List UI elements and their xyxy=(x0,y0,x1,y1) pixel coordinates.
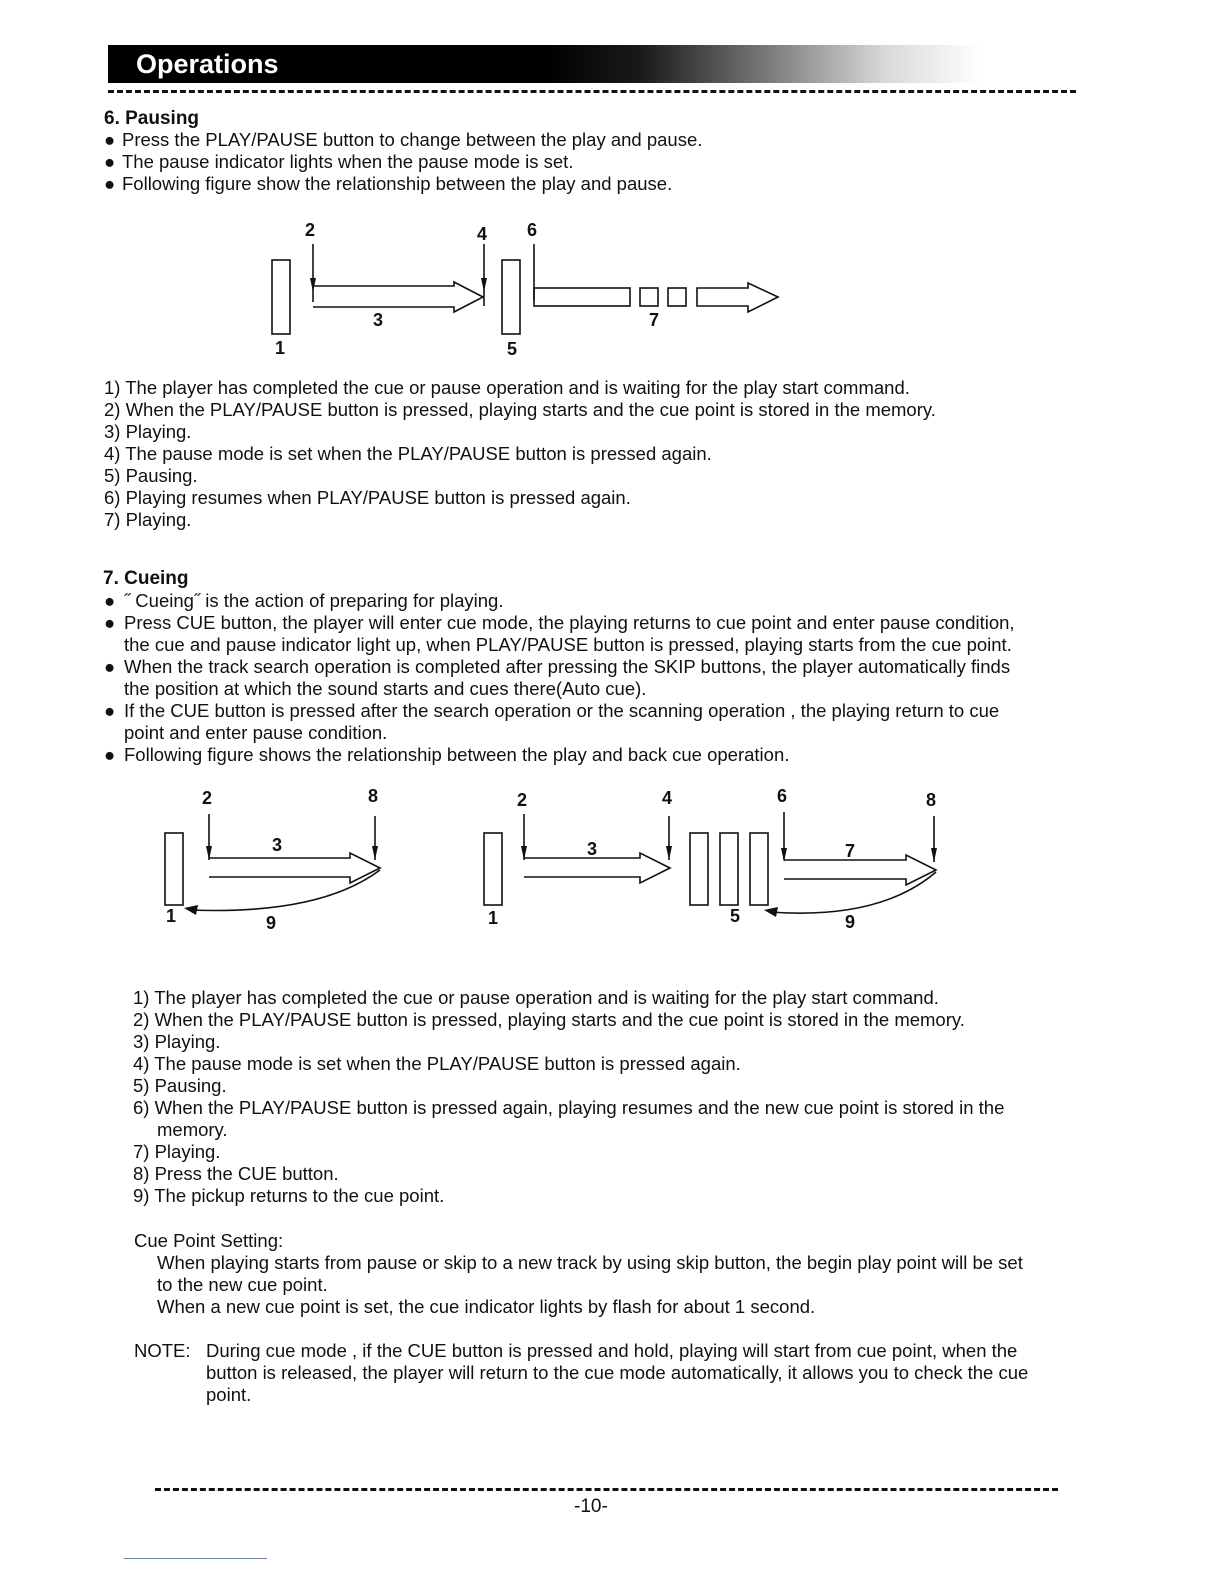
diagram-label: 2 xyxy=(305,220,316,240)
page-number: -10- xyxy=(574,1496,608,1517)
diagram-block xyxy=(690,833,708,905)
diagram-label: 2 xyxy=(202,788,213,808)
section-heading-cueing: 7. Cueing xyxy=(103,568,189,589)
pausing-step: 1) The player has completed the cue or pause operation and is waiting for the play start command. xyxy=(104,377,910,398)
diagram-label: 1 xyxy=(275,338,286,358)
note-line: button is released, the player will return to the cue mode automatically, it allows you to check the cue xyxy=(206,1362,1029,1383)
diagram-arrowhead xyxy=(184,905,198,915)
diagram-label: 5 xyxy=(507,339,518,359)
note-line: point. xyxy=(206,1384,252,1405)
diagram-label: 3 xyxy=(587,839,598,859)
cueing-bullet-text: If the CUE button is pressed after the search operation or the scanning operation , the playing return to cue xyxy=(124,700,1000,721)
cueing-bullet-text: the cue and pause indicator light up, when PLAY/PAUSE button is pressed, playing starts from the cue point. xyxy=(124,634,1012,655)
diagram-label: 6 xyxy=(777,786,788,806)
diagram-label: 4 xyxy=(662,788,673,808)
bullet-icon: ● xyxy=(104,590,116,611)
diagram-arrowhead xyxy=(764,907,778,917)
cueing-step: 7) Playing. xyxy=(133,1141,221,1162)
diagram-label: 5 xyxy=(730,906,741,926)
cue-point-setting-line: When a new cue point is set, the cue indicator lights by flash for about 1 second. xyxy=(157,1296,816,1317)
cueing-step: 4) The pause mode is set when the PLAY/PAUSE button is pressed again. xyxy=(133,1053,741,1074)
diagram-block xyxy=(165,833,183,905)
cueing-bullet-text: the position at which the sound starts and cues there(Auto cue). xyxy=(124,678,647,699)
diagram-label: 1 xyxy=(488,908,499,928)
cueing-bullet-text: Press CUE button, the player will enter cue mode, the playing returns to cue point and enter pause condition, xyxy=(124,612,1015,633)
diagram-label: 3 xyxy=(373,310,384,330)
pausing-step: 7) Playing. xyxy=(104,509,192,530)
diagram-block xyxy=(750,833,768,905)
diagram-label: 1 xyxy=(166,906,177,926)
pausing-bullet-text: Following figure show the relationship between the play and pause. xyxy=(122,173,673,194)
diagram-block xyxy=(484,833,502,905)
cueing-step: 8) Press the CUE button. xyxy=(133,1163,339,1184)
edge-line xyxy=(124,1558,267,1559)
note-line: During cue mode , if the CUE button is pressed and hold, playing will start from cue point, when the xyxy=(206,1340,1018,1361)
cueing-bullet-text: Following figure shows the relationship between the play and back cue operation. xyxy=(124,744,790,765)
bullet-icon: ● xyxy=(104,700,116,721)
pausing-bullet-text: The pause indicator lights when the pause mode is set. xyxy=(122,151,574,172)
cueing-step: 3) Playing. xyxy=(133,1031,221,1052)
bullet-icon: ● xyxy=(104,173,116,194)
cueing-step: 5) Pausing. xyxy=(133,1075,227,1096)
diagram-arrowhead xyxy=(666,846,672,860)
page-title: Operations xyxy=(136,49,279,79)
cueing-step: 9) The pickup returns to the cue point. xyxy=(133,1185,445,1206)
diagram-label: 8 xyxy=(368,786,379,806)
diagram-arrow xyxy=(209,853,380,883)
diagram-label: 2 xyxy=(517,790,528,810)
cueing-bullet-text: point and enter pause condition. xyxy=(124,722,388,743)
diagram-label: 8 xyxy=(926,790,937,810)
cue-point-setting-title: Cue Point Setting: xyxy=(134,1230,284,1251)
cueing-step: 1) The player has completed the cue or pause operation and is waiting for the play start command. xyxy=(133,987,939,1008)
diagram-arrow xyxy=(784,855,936,885)
diagram-arrowhead xyxy=(931,848,937,862)
bullet-icon: ● xyxy=(104,744,116,765)
cueing-step-continuation: memory. xyxy=(157,1119,228,1140)
bullet-icon: ● xyxy=(104,656,116,677)
diagram-label: 6 xyxy=(527,220,538,240)
pausing-step: 6) Playing resumes when PLAY/PAUSE button is pressed again. xyxy=(104,487,631,508)
diagram-label: 3 xyxy=(272,835,283,855)
cueing-step: 2) When the PLAY/PAUSE button is pressed, playing starts and the cue point is stored in the memory. xyxy=(133,1009,965,1030)
bullet-icon: ● xyxy=(104,151,116,172)
note-label: NOTE: xyxy=(134,1340,191,1361)
cueing-step: 6) When the PLAY/PAUSE button is pressed again, playing resumes and the new cue point is stored in the xyxy=(133,1097,1005,1118)
section-heading-pausing: 6. Pausing xyxy=(104,108,200,129)
cue-point-setting-line: When playing starts from pause or skip to a new track by using skip button, the begin play point will be set xyxy=(157,1252,1023,1273)
diagram-label: 7 xyxy=(649,310,660,330)
diagram-arrowhead xyxy=(372,846,378,860)
diagram-label: 9 xyxy=(845,912,856,932)
diagram-label: 9 xyxy=(266,913,277,933)
pausing-step: 3) Playing. xyxy=(104,421,192,442)
diagram-return-curve xyxy=(190,870,380,911)
cueing-bullet-text: ˝ Cueing˝ is the action of preparing for playing. xyxy=(124,590,504,611)
cue-point-setting-line: to the new cue point. xyxy=(157,1274,328,1295)
diagram-label: 4 xyxy=(477,224,488,244)
pausing-step: 5) Pausing. xyxy=(104,465,198,486)
footer-divider xyxy=(155,1488,1058,1491)
pausing-bullet-text: Press the PLAY/PAUSE button to change between the play and pause. xyxy=(122,129,703,150)
diagram-label: 7 xyxy=(845,841,856,861)
bullet-icon: ● xyxy=(104,612,116,633)
diagram-return-curve xyxy=(770,872,936,913)
bullet-icon: ● xyxy=(104,129,116,150)
pausing-step: 4) The pause mode is set when the PLAY/PAUSE button is pressed again. xyxy=(104,443,712,464)
diagram-block xyxy=(720,833,738,905)
pausing-step: 2) When the PLAY/PAUSE button is pressed, playing starts and the cue point is stored in the memory. xyxy=(104,399,936,420)
cueing-bullet-text: When the track search operation is completed after pressing the SKIP buttons, the player automatically finds xyxy=(124,656,1011,677)
